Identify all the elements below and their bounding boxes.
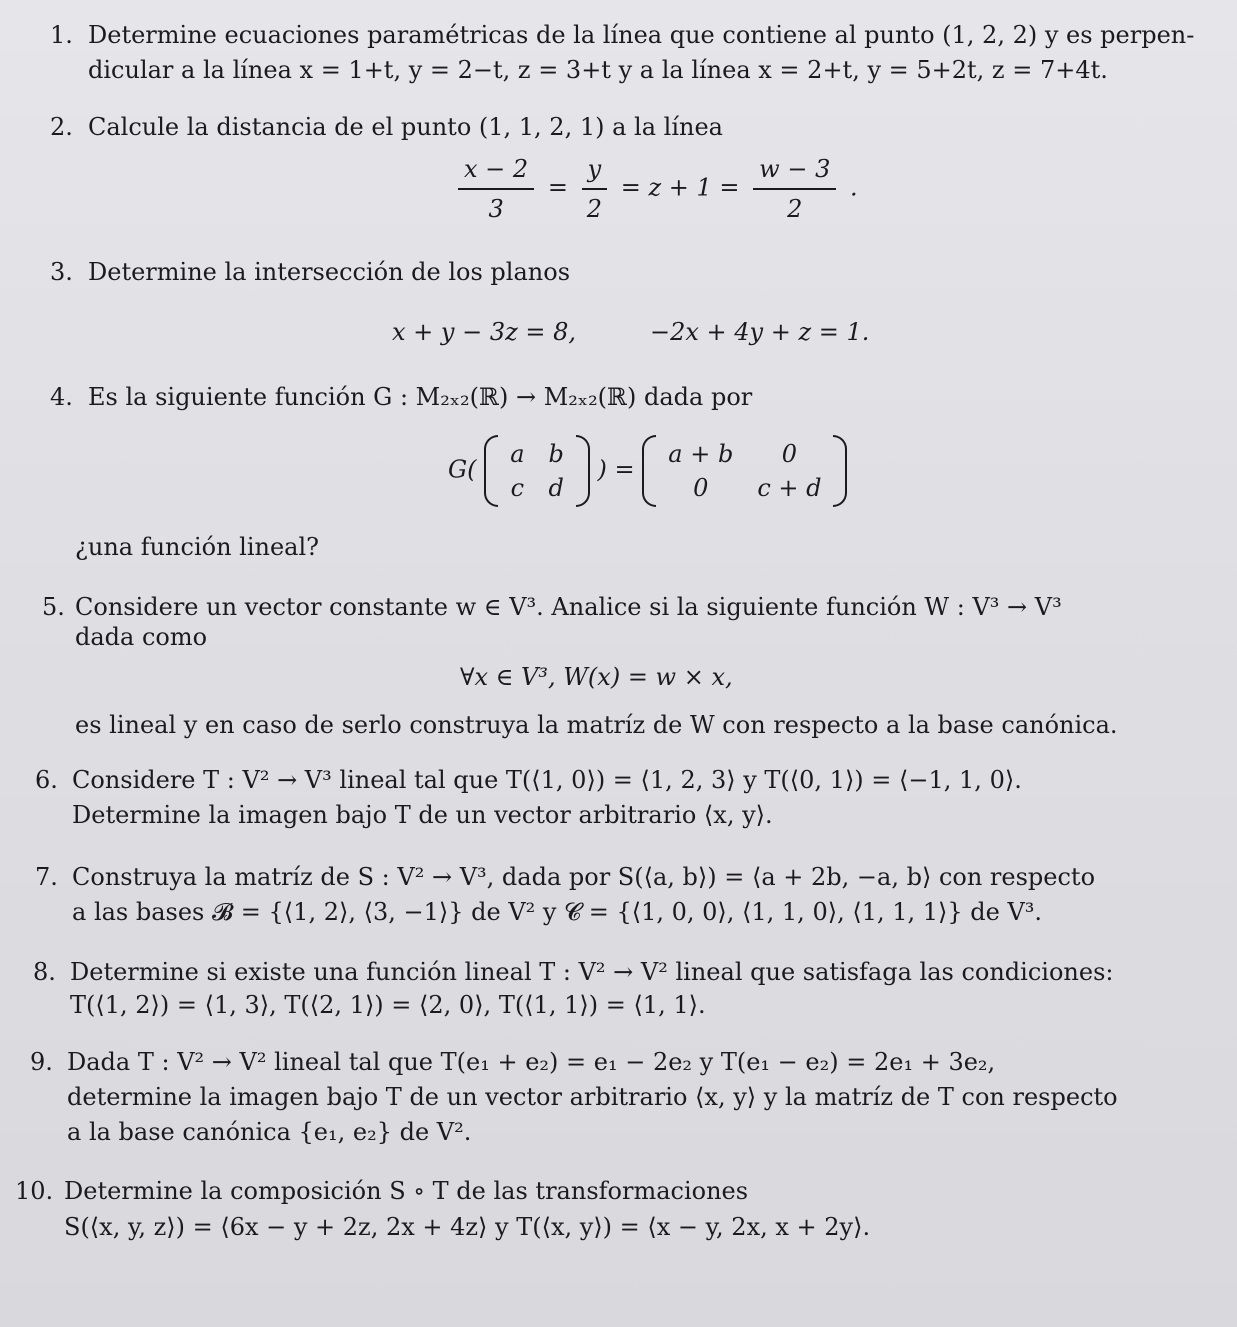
problem-number: 9. <box>30 1048 53 1076</box>
problem-text-line: Es la siguiente función G : M₂ₓ₂(ℝ) → M₂ₓ₂(ℝ) dada por <box>88 383 753 411</box>
problem-text-line: dicular a la línea x = 1+t, y = 2−t, z = 3+t y a la línea x = 2+t, y = 5+2t, z = 7+4t. <box>88 56 1108 84</box>
plane-equation: x + y − 3z = 8, <box>392 318 577 346</box>
problem-text-line: Calcule la distancia de el punto (1, 1, 2, 1) a la línea <box>88 113 723 141</box>
problem-number: 3. <box>50 258 73 286</box>
problem-text-line: es lineal y en caso de serlo construya la matríz de W con respecto a la base canónica. <box>75 711 1118 739</box>
problem-number: 6. <box>35 766 58 794</box>
problem-text-line: determine la imagen bajo T de un vector arbitrario ⟨x, y⟩ y la matríz de T con respecto <box>67 1083 1118 1111</box>
problem-number: 8. <box>33 958 56 986</box>
problem-text-line: T(⟨1, 2⟩) = ⟨1, 3⟩, T(⟨2, 1⟩) = ⟨2, 0⟩, T(⟨1, 1⟩) = ⟨1, 1⟩. <box>70 991 706 1019</box>
problem-text-line: Determine la imagen bajo T de un vector arbitrario ⟨x, y⟩. <box>72 801 773 829</box>
cross-product-definition: ∀x ∈ V³, W(x) = w × x, <box>460 663 733 691</box>
problem-text-line: Determine ecuaciones paramétricas de la línea que contiene al punto (1, 2, 2) y es perpen- <box>88 21 1195 49</box>
problem-text-line: Construya la matríz de S : V² → V³, dada por S(⟨a, b⟩) = ⟨a + 2b, −a, b⟩ con respecto <box>72 863 1096 891</box>
problem-text-line: Dada T : V² → V² lineal tal que T(e₁ + e₂) = e₁ − 2e₂ y T(e₁ − e₂) = 2e₁ + 3e₂, <box>67 1048 996 1076</box>
problem-text-line: Determine si existe una función lineal T : V² → V² lineal que satisfaga las condiciones: <box>70 958 1114 986</box>
problem-text-line: a la base canónica {e₁, e₂} de V². <box>67 1118 472 1146</box>
problem-text-line: a las bases 𝓑 = {⟨1, 2⟩, ⟨3, −1⟩} de V² y 𝓒 = {⟨1, 0, 0⟩, ⟨1, 1, 0⟩, ⟨1, 1, 1⟩} de V³. <box>72 898 1043 926</box>
fraction: $\frac{y}{2}$ <box>582 150 608 228</box>
fraction: $\frac{w - 3}{2}$ <box>753 150 836 228</box>
problem-text-line: dada como <box>75 623 208 651</box>
problem-number: 10. <box>15 1177 54 1205</box>
fraction: $\frac{x - 2}{3}$ <box>458 150 534 228</box>
problem-text-line: Considere T : V² → V³ lineal tal que T(⟨1, 0⟩) = ⟨1, 2, 3⟩ y T(⟨0, 1⟩) = ⟨−1, 1, 0⟩. <box>72 766 1022 794</box>
problem-number: 5. <box>42 593 65 621</box>
problem-text-line: ¿una función lineal? <box>75 533 320 561</box>
problem-text-line: Considere un vector constante w ∈ V³. Analice si la siguiente función W : V³ → V³ <box>75 593 1062 621</box>
problem-number: 1. <box>50 21 73 49</box>
plane-equation: −2x + 4y + z = 1. <box>650 318 870 346</box>
problem-text-line: Determine la intersección de los planos <box>88 258 571 286</box>
problem-text-line: S(⟨x, y, z⟩) = ⟨6x − y + 2z, 2x + 4z⟩ y T(⟨x, y⟩) = ⟨x − y, 2x, x + 2y⟩. <box>64 1213 871 1241</box>
problem-number: 2. <box>50 113 73 141</box>
problem-number: 4. <box>50 383 73 411</box>
problem-number: 7. <box>35 863 58 891</box>
symmetric-line-equation: $\frac{x - 2}{3}$ = $\frac{y}{2}$ = z + 1 = $\frac{w - 3}{2}$ . <box>452 150 858 228</box>
problem-text-line: Determine la composición S ∘ T de las transformaciones <box>64 1177 749 1205</box>
matrix-output: a + b 0 0 c + d <box>642 437 847 505</box>
matrix-function-definition: G( a b c d ) = a + b 0 0 c + d <box>448 437 847 505</box>
matrix-input: a b c d <box>484 437 590 505</box>
